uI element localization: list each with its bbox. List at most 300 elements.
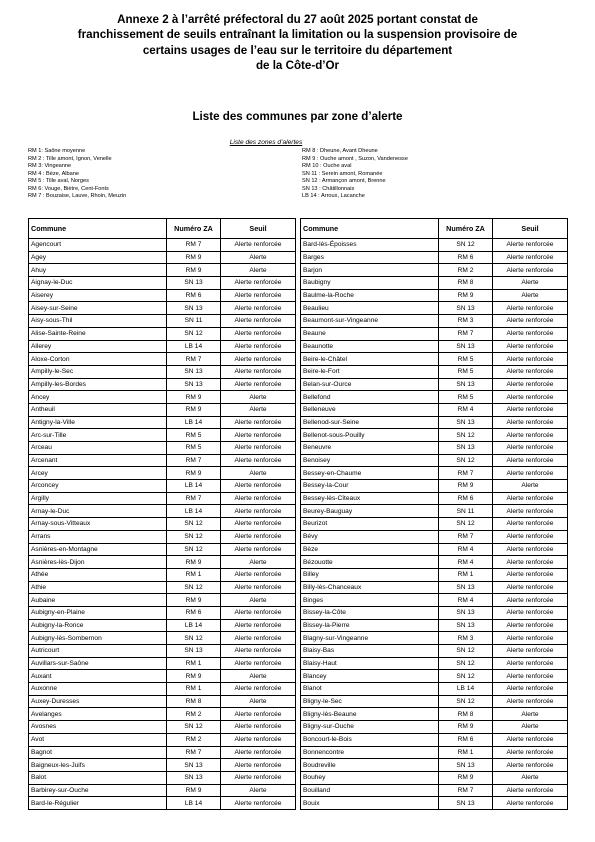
commune-cell: Bouhey (301, 771, 439, 784)
seuil-cell: Alerte renforcée (221, 442, 296, 455)
commune-cell: Arconcey (29, 480, 167, 493)
commune-cell: Boudreville (301, 759, 439, 772)
table-row (301, 340, 568, 353)
table-row (29, 568, 296, 581)
table-row (301, 721, 568, 734)
seuil-cell: Alerte renforcée (221, 353, 296, 366)
table-row (301, 327, 568, 340)
seuil-cell: Alerte renforcée (221, 657, 296, 670)
table-row (301, 695, 568, 708)
numero-za-cell: RM 9 (167, 403, 221, 416)
table-row (301, 251, 568, 264)
seuil-cell: Alerte renforcée (493, 251, 568, 264)
seuil-cell: Alerte (221, 391, 296, 404)
table-row (301, 239, 568, 252)
numero-za-cell: SN 13 (167, 277, 221, 290)
seuil-cell: Alerte renforcée (221, 302, 296, 315)
commune-cell: Barjon (301, 264, 439, 277)
seuil-cell: Alerte (493, 721, 568, 734)
table-row (29, 327, 296, 340)
seuil-cell: Alerte renforcée (221, 759, 296, 772)
numero-za-cell: RM 6 (167, 606, 221, 619)
seuil-cell: Alerte renforcée (493, 429, 568, 442)
seuil-cell: Alerte (493, 771, 568, 784)
seuil-cell: Alerte renforcée (493, 683, 568, 696)
seuil-cell: Alerte (221, 467, 296, 480)
numero-za-cell: SN 13 (439, 619, 493, 632)
seuil-cell: Alerte (493, 277, 568, 290)
numero-za-cell: SN 13 (439, 759, 493, 772)
seuil-cell: Alerte renforcée (221, 340, 296, 353)
document-subtitle: Liste des communes par zone d’alerte (192, 110, 403, 123)
commune-cell: Bèze (301, 543, 439, 556)
numero-za-cell: RM 6 (439, 492, 493, 505)
header-numero: Numéro ZA (439, 219, 493, 239)
seuil-cell: Alerte renforcée (493, 733, 568, 746)
zone-item: RM 3: Vingeanne (28, 163, 72, 169)
seuil-cell: Alerte renforcée (493, 632, 568, 645)
zones-list-title: Liste des zones d’alertes (229, 139, 303, 146)
commune-cell: Bard-le-Régulier (29, 797, 167, 810)
seuil-cell: Alerte (221, 264, 296, 277)
commune-cell: Beurizot (301, 518, 439, 531)
numero-za-cell: RM 9 (439, 289, 493, 302)
seuil-cell: Alerte renforcée (493, 670, 568, 683)
seuil-cell: Alerte renforcée (493, 556, 568, 569)
numero-za-cell: RM 9 (167, 784, 221, 797)
table-row (29, 365, 296, 378)
commune-cell: Blaisy-Haut (301, 657, 439, 670)
table-row (29, 416, 296, 429)
table-row (29, 683, 296, 696)
table-row (301, 683, 568, 696)
table-row (29, 657, 296, 670)
communes-table-left (28, 218, 296, 810)
table-row (29, 759, 296, 772)
commune-cell: Beurey-Bauguay (301, 505, 439, 518)
seuil-cell: Alerte renforcée (493, 568, 568, 581)
table-row (301, 759, 568, 772)
seuil-cell: Alerte renforcée (493, 492, 568, 505)
numero-za-cell: SN 12 (167, 518, 221, 531)
numero-za-cell: RM 2 (167, 733, 221, 746)
numero-za-cell: SN 12 (439, 518, 493, 531)
numero-za-cell: SN 12 (167, 543, 221, 556)
seuil-cell: Alerte renforcée (493, 353, 568, 366)
commune-cell: Asnières-en-Montagne (29, 543, 167, 556)
commune-cell: Beire-le-Châtel (301, 353, 439, 366)
seuil-cell: Alerte renforcée (221, 429, 296, 442)
table-row (301, 429, 568, 442)
numero-za-cell: LB 14 (167, 505, 221, 518)
table-row (301, 708, 568, 721)
seuil-cell: Alerte renforcée (221, 277, 296, 290)
numero-za-cell: SN 12 (439, 429, 493, 442)
numero-za-cell: SN 12 (439, 657, 493, 670)
header-commune: Commune (29, 219, 167, 239)
commune-cell: Auxonne (29, 683, 167, 696)
seuil-cell: Alerte (493, 289, 568, 302)
title-line: certains usages de l’eau sur le territoire du département (142, 43, 453, 57)
commune-cell: Arnay-sous-Vitteaux (29, 518, 167, 531)
numero-za-cell: RM 4 (439, 403, 493, 416)
seuil-cell: Alerte renforcée (493, 594, 568, 607)
commune-cell: Billy-lès-Chanceaux (301, 581, 439, 594)
numero-za-cell: RM 1 (167, 657, 221, 670)
table-row (29, 556, 296, 569)
numero-za-cell: RM 4 (439, 594, 493, 607)
seuil-cell: Alerte (493, 480, 568, 493)
table-row (29, 632, 296, 645)
commune-cell: Aubaine (29, 594, 167, 607)
commune-cell: Baulme-la-Roche (301, 289, 439, 302)
numero-za-cell: RM 6 (439, 251, 493, 264)
commune-cell: Beneuvre (301, 442, 439, 455)
numero-za-cell: SN 12 (167, 327, 221, 340)
seuil-cell: Alerte renforcée (493, 315, 568, 328)
zone-item: RM 10 : Ouche aval (302, 163, 352, 169)
commune-cell: Arcenant (29, 454, 167, 467)
numero-za-cell: RM 1 (167, 568, 221, 581)
table-row (29, 467, 296, 480)
numero-za-cell: RM 1 (439, 746, 493, 759)
seuil-cell: Alerte renforcée (221, 505, 296, 518)
table-row (301, 556, 568, 569)
seuil-cell: Alerte renforcée (221, 721, 296, 734)
commune-cell: Bagnot (29, 746, 167, 759)
commune-cell: Barbirey-sur-Ouche (29, 784, 167, 797)
zone-item: RM 6: Vouge, Biètre, Cent-Fonts (28, 185, 109, 192)
commune-cell: Alise-Sainte-Reine (29, 327, 167, 340)
commune-cell: Aubigny-lès-Sombernon (29, 632, 167, 645)
seuil-cell: Alerte renforcée (221, 492, 296, 505)
table-row (301, 518, 568, 531)
table-row (301, 454, 568, 467)
commune-cell: Bessey-lès-Cîteaux (301, 492, 439, 505)
commune-cell: Belan-sur-Ource (301, 378, 439, 391)
table-row (29, 797, 296, 810)
table-row (301, 797, 568, 810)
numero-za-cell: SN 13 (439, 340, 493, 353)
seuil-cell: Alerte renforcée (493, 302, 568, 315)
commune-cell: Autricourt (29, 645, 167, 658)
numero-za-cell: SN 13 (439, 416, 493, 429)
numero-za-cell: RM 7 (167, 239, 221, 252)
zone-item: SN 12 : Armançon amont, Brenne (302, 178, 386, 184)
numero-za-cell: RM 9 (167, 467, 221, 480)
commune-cell: Avot (29, 733, 167, 746)
seuil-cell: Alerte renforcée (221, 606, 296, 619)
numero-za-cell: SN 13 (439, 442, 493, 455)
seuil-cell: Alerte renforcée (493, 645, 568, 658)
numero-za-cell: RM 8 (439, 277, 493, 290)
numero-za-cell: SN 13 (439, 581, 493, 594)
numero-za-cell: SN 12 (167, 721, 221, 734)
commune-cell: Baubigny (301, 277, 439, 290)
commune-cell: Arceau (29, 442, 167, 455)
table-row (29, 264, 296, 277)
commune-cell: Ancey (29, 391, 167, 404)
table-row (301, 264, 568, 277)
table-row (29, 391, 296, 404)
commune-cell: Bellenot-sous-Pouilly (301, 429, 439, 442)
numero-za-cell: RM 2 (167, 708, 221, 721)
commune-cell: Blaisy-Bas (301, 645, 439, 658)
numero-za-cell: RM 5 (439, 353, 493, 366)
commune-cell: Auvillars-sur-Saône (29, 657, 167, 670)
table-row (301, 492, 568, 505)
numero-za-cell: SN 13 (167, 378, 221, 391)
numero-za-cell: SN 13 (167, 645, 221, 658)
seuil-cell: Alerte renforcée (493, 264, 568, 277)
numero-za-cell: RM 5 (439, 391, 493, 404)
seuil-cell: Alerte renforcée (493, 530, 568, 543)
table-row (301, 645, 568, 658)
commune-cell: Bissey-la-Pierre (301, 619, 439, 632)
zone-item: LB 14 : Arroux, Lacanche (302, 193, 365, 199)
zone-item: RM 5 : Tille aval, Norges (28, 178, 89, 184)
seuil-cell: Alerte (221, 670, 296, 683)
table-row (29, 454, 296, 467)
numero-za-cell: SN 13 (167, 365, 221, 378)
commune-cell: Ampilly-le-Sec (29, 365, 167, 378)
seuil-cell: Alerte renforcée (493, 442, 568, 455)
commune-cell: Blanot (301, 683, 439, 696)
commune-cell: Antheuil (29, 403, 167, 416)
seuil-cell: Alerte renforcée (221, 480, 296, 493)
commune-cell: Aloxe-Corton (29, 353, 167, 366)
seuil-cell: Alerte renforcée (493, 416, 568, 429)
table-row (29, 771, 296, 784)
numero-za-cell: SN 12 (439, 239, 493, 252)
table-row (29, 594, 296, 607)
seuil-cell: Alerte renforcée (221, 797, 296, 810)
commune-cell: Athée (29, 568, 167, 581)
commune-cell: Aubigny-la-Ronce (29, 619, 167, 632)
table-row (29, 670, 296, 683)
commune-cell: Bonnencontre (301, 746, 439, 759)
seuil-cell: Alerte renforcée (221, 416, 296, 429)
numero-za-cell: RM 5 (167, 442, 221, 455)
seuil-cell: Alerte renforcée (221, 746, 296, 759)
table-row (29, 315, 296, 328)
seuil-cell: Alerte (221, 556, 296, 569)
numero-za-cell: SN 11 (167, 315, 221, 328)
commune-cell: Bligny-lès-Beaune (301, 708, 439, 721)
numero-za-cell: RM 9 (439, 480, 493, 493)
commune-cell: Binges (301, 594, 439, 607)
numero-za-cell: SN 13 (439, 797, 493, 810)
commune-cell: Bessey-la-Cour (301, 480, 439, 493)
table-row (301, 505, 568, 518)
table-row (29, 543, 296, 556)
table-row (29, 492, 296, 505)
table-row (301, 746, 568, 759)
table-row (29, 480, 296, 493)
commune-cell: Aignay-le-Duc (29, 277, 167, 290)
commune-cell: Barges (301, 251, 439, 264)
seuil-cell: Alerte renforcée (493, 391, 568, 404)
seuil-cell: Alerte (221, 594, 296, 607)
table-row (301, 353, 568, 366)
commune-cell: Aisey-sur-Seine (29, 302, 167, 315)
commune-cell: Athie (29, 581, 167, 594)
commune-cell: Bellefond (301, 391, 439, 404)
numero-za-cell: SN 13 (439, 302, 493, 315)
table-row (29, 619, 296, 632)
seuil-cell: Alerte renforcée (493, 695, 568, 708)
seuil-cell: Alerte (221, 784, 296, 797)
document-title (0, 12, 595, 74)
numero-za-cell: RM 9 (167, 391, 221, 404)
table-row (29, 340, 296, 353)
table-row (29, 721, 296, 734)
numero-za-cell: RM 7 (167, 746, 221, 759)
table-row (29, 708, 296, 721)
seuil-cell: Alerte renforcée (493, 403, 568, 416)
commune-cell: Bouix (301, 797, 439, 810)
numero-za-cell: RM 7 (439, 467, 493, 480)
numero-za-cell: RM 4 (439, 543, 493, 556)
commune-cell: Ampilly-les-Bordes (29, 378, 167, 391)
table-row (301, 403, 568, 416)
commune-cell: Arnay-le-Duc (29, 505, 167, 518)
table-row (301, 289, 568, 302)
numero-za-cell: LB 14 (167, 480, 221, 493)
table-row (29, 302, 296, 315)
zone-item: SN 13 : Châtillonnais (302, 185, 355, 192)
numero-za-cell: LB 14 (167, 619, 221, 632)
commune-cell: Bligny-sur-Ouche (301, 721, 439, 734)
numero-za-cell: RM 7 (167, 454, 221, 467)
numero-za-cell: RM 9 (167, 264, 221, 277)
numero-za-cell: RM 9 (167, 594, 221, 607)
commune-cell: Argilly (29, 492, 167, 505)
seuil-cell: Alerte (221, 251, 296, 264)
header-seuil: Seuil (221, 219, 296, 239)
commune-cell: Arrans (29, 530, 167, 543)
numero-za-cell: RM 6 (439, 733, 493, 746)
seuil-cell: Alerte renforcée (221, 645, 296, 658)
seuil-cell: Alerte renforcée (221, 581, 296, 594)
seuil-cell: Alerte renforcée (221, 315, 296, 328)
numero-za-cell: SN 12 (167, 530, 221, 543)
seuil-cell: Alerte renforcée (221, 733, 296, 746)
table-row (301, 543, 568, 556)
zone-item: RM 7 : Bouzaise, Lauve, Rhoin, Meuzin (28, 193, 127, 199)
numero-za-cell: SN 13 (439, 378, 493, 391)
communes-table-right (300, 218, 568, 810)
numero-za-cell: RM 9 (167, 556, 221, 569)
commune-cell: Avosnes (29, 721, 167, 734)
seuil-cell: Alerte renforcée (493, 543, 568, 556)
commune-cell: Balot (29, 771, 167, 784)
seuil-cell: Alerte renforcée (493, 340, 568, 353)
table-row (301, 733, 568, 746)
seuil-cell: Alerte renforcée (493, 505, 568, 518)
seuil-cell: Alerte renforcée (493, 657, 568, 670)
table-row (301, 467, 568, 480)
commune-cell: Arc-sur-Tille (29, 429, 167, 442)
commune-cell: Blancey (301, 670, 439, 683)
table-row (301, 378, 568, 391)
seuil-cell: Alerte renforcée (493, 784, 568, 797)
seuil-cell: Alerte renforcée (493, 797, 568, 810)
table-row (301, 670, 568, 683)
title-line: de la Côte-d’Or (255, 59, 340, 73)
seuil-cell: Alerte (221, 695, 296, 708)
table-header-row (301, 219, 568, 239)
numero-za-cell: RM 9 (167, 251, 221, 264)
numero-za-cell: SN 12 (439, 645, 493, 658)
table-row (301, 365, 568, 378)
table-row (301, 594, 568, 607)
table-row (301, 442, 568, 455)
numero-za-cell: LB 14 (167, 416, 221, 429)
seuil-cell: Alerte renforcée (221, 530, 296, 543)
numero-za-cell: SN 12 (439, 670, 493, 683)
commune-cell: Aubigny-en-Plaine (29, 606, 167, 619)
commune-cell: Bessey-en-Chaume (301, 467, 439, 480)
numero-za-cell: RM 7 (167, 353, 221, 366)
numero-za-cell: SN 12 (439, 695, 493, 708)
commune-cell: Avelanges (29, 708, 167, 721)
commune-cell: Agencourt (29, 239, 167, 252)
zone-item: SN 11 : Serein amont, Romanée (302, 170, 383, 177)
zone-item: RM 8 : Dheune, Avant Dheune (302, 148, 378, 154)
table-row (301, 302, 568, 315)
seuil-cell: Alerte renforcée (493, 619, 568, 632)
seuil-cell: Alerte renforcée (221, 632, 296, 645)
zone-item: RM 4 : Bèze, Albane (28, 170, 79, 177)
table-row (29, 518, 296, 531)
commune-cell: Boncourt-le-Bois (301, 733, 439, 746)
table-row (29, 530, 296, 543)
numero-za-cell: RM 1 (167, 683, 221, 696)
seuil-cell: Alerte renforcée (493, 759, 568, 772)
zone-item: RM 9 : Ouche amont , Suzon, Vandenesse (302, 155, 408, 162)
zones-list-right (302, 148, 408, 201)
table-row (29, 695, 296, 708)
commune-cell: Aisy-sous-Thil (29, 315, 167, 328)
seuil-cell: Alerte renforcée (221, 518, 296, 531)
table-row (29, 606, 296, 619)
table-row (29, 746, 296, 759)
numero-za-cell: SN 13 (439, 606, 493, 619)
seuil-cell: Alerte renforcée (221, 378, 296, 391)
seuil-cell: Alerte renforcée (221, 327, 296, 340)
table-row (301, 480, 568, 493)
numero-za-cell: RM 7 (167, 492, 221, 505)
table-row (29, 289, 296, 302)
seuil-cell: Alerte renforcée (493, 327, 568, 340)
commune-cell: Bévy (301, 530, 439, 543)
numero-za-cell: RM 2 (439, 264, 493, 277)
commune-cell: Baigneux-les-Juifs (29, 759, 167, 772)
seuil-cell: Alerte renforcée (493, 581, 568, 594)
seuil-cell: Alerte renforcée (221, 708, 296, 721)
table-row (29, 251, 296, 264)
seuil-cell: Alerte renforcée (221, 771, 296, 784)
table-row (29, 581, 296, 594)
numero-za-cell: RM 1 (439, 568, 493, 581)
commune-cell: Bligny-le-Sec (301, 695, 439, 708)
commune-cell: Agey (29, 251, 167, 264)
table-row (29, 353, 296, 366)
commune-cell: Bézouotte (301, 556, 439, 569)
seuil-cell: Alerte renforcée (493, 467, 568, 480)
numero-za-cell: RM 6 (167, 289, 221, 302)
